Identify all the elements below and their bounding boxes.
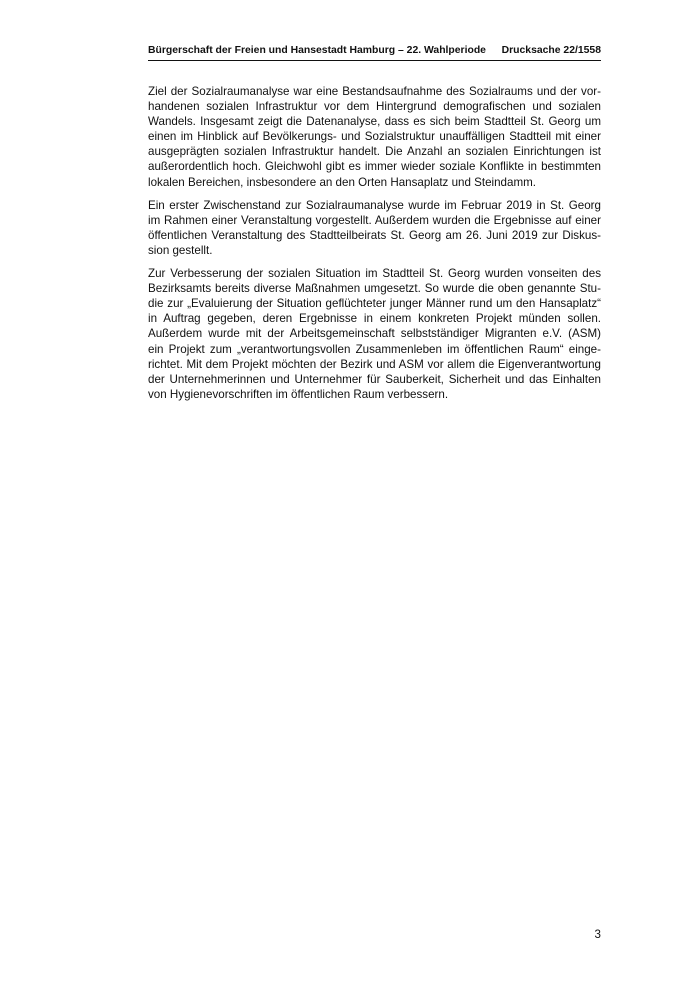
body-paragraph [148, 198, 601, 258]
text-line: einen im Hinblick auf Bevölkerungs- und Sozialstruktur unauffälligen Stadtteil mit einer [148, 130, 601, 144]
header-parliament-title: Bürgerschaft der Freien und Hansestadt Hamburg – 22. Wahlperiode [148, 45, 486, 56]
text-line: außerordentlich hoch. Gleichwohl gibt es immer wieder soziale Konflikte in bestimmten [148, 160, 601, 174]
text-line: von Hygienevorschriften im öffentlichen Raum verbessern. [148, 387, 449, 401]
text-line: sion gestellt. [148, 243, 213, 257]
body-paragraph [148, 84, 601, 190]
text-line: ein Projekt zum „verantwortungsvollen Zusammenleben im öffentlichen Raum“ einge- [148, 342, 601, 356]
text-line: die zur „Evaluierung der Situation geflüchteter junger Männer rund um den Hansaplatz“ [148, 297, 601, 311]
document-body [148, 84, 601, 410]
text-line: Wandels. Insgesamt zeigt die Datenanalyse, dass es sich beim Stadtteil St. Georg um [148, 115, 601, 129]
text-line: Zur Verbesserung der sozialen Situation im Stadtteil St. Georg wurden vonseiten des [148, 267, 601, 281]
text-line: Ein erster Zwischenstand zur Sozialraumanalyse wurde im Februar 2019 in St. Georg [148, 198, 601, 212]
text-line: Bezirksamts bereits diverse Maßnahmen umgesetzt. So wurde die oben genannte Stu- [148, 282, 601, 296]
text-line: lokalen Bereichen, insbesondere an den Orten Hansaplatz und Steindamm. [148, 175, 536, 189]
text-line: in Auftrag gegeben, deren Ergebnisse in einem konkreten Projekt münden sollen. [148, 312, 601, 326]
header-document-number: Drucksache 22/1558 [501, 45, 601, 56]
text-line: öffentlichen Veranstaltung des Stadtteilbeirats St. Georg am 26. Juni 2019 zur Diskus- [148, 228, 601, 242]
page-header [148, 44, 601, 58]
text-line: der Unternehmerinnen und Unternehmer für Sauberkeit, Sicherheit und das Einhalten [148, 372, 601, 386]
text-line: Außerdem wurde mit der Arbeitsgemeinschaft selbstständiger Migranten e.V. (ASM) [148, 327, 601, 341]
header-divider [148, 60, 601, 61]
text-line: Ziel der Sozialraumanalyse war eine Bestandsaufnahme des Sozialraums und der vor- [148, 85, 601, 98]
page-number: 3 [594, 928, 601, 941]
text-line: ausgeprägten sozialen Infrastruktur handelt. Die Anzahl an sozialen Einrichtungen ist [148, 145, 601, 159]
text-line: richtet. Mit dem Projekt möchten der Bezirk und ASM vor allem die Eigenverantwortung [148, 357, 601, 371]
body-paragraph [148, 266, 601, 402]
text-line: im Rahmen einer Veranstaltung vorgestellt. Außerdem wurden die Ergebnisse auf einer [148, 213, 601, 227]
text-line: handenen sozialen Infrastruktur vor dem Hintergrund demografischen und sozialen [148, 100, 601, 114]
